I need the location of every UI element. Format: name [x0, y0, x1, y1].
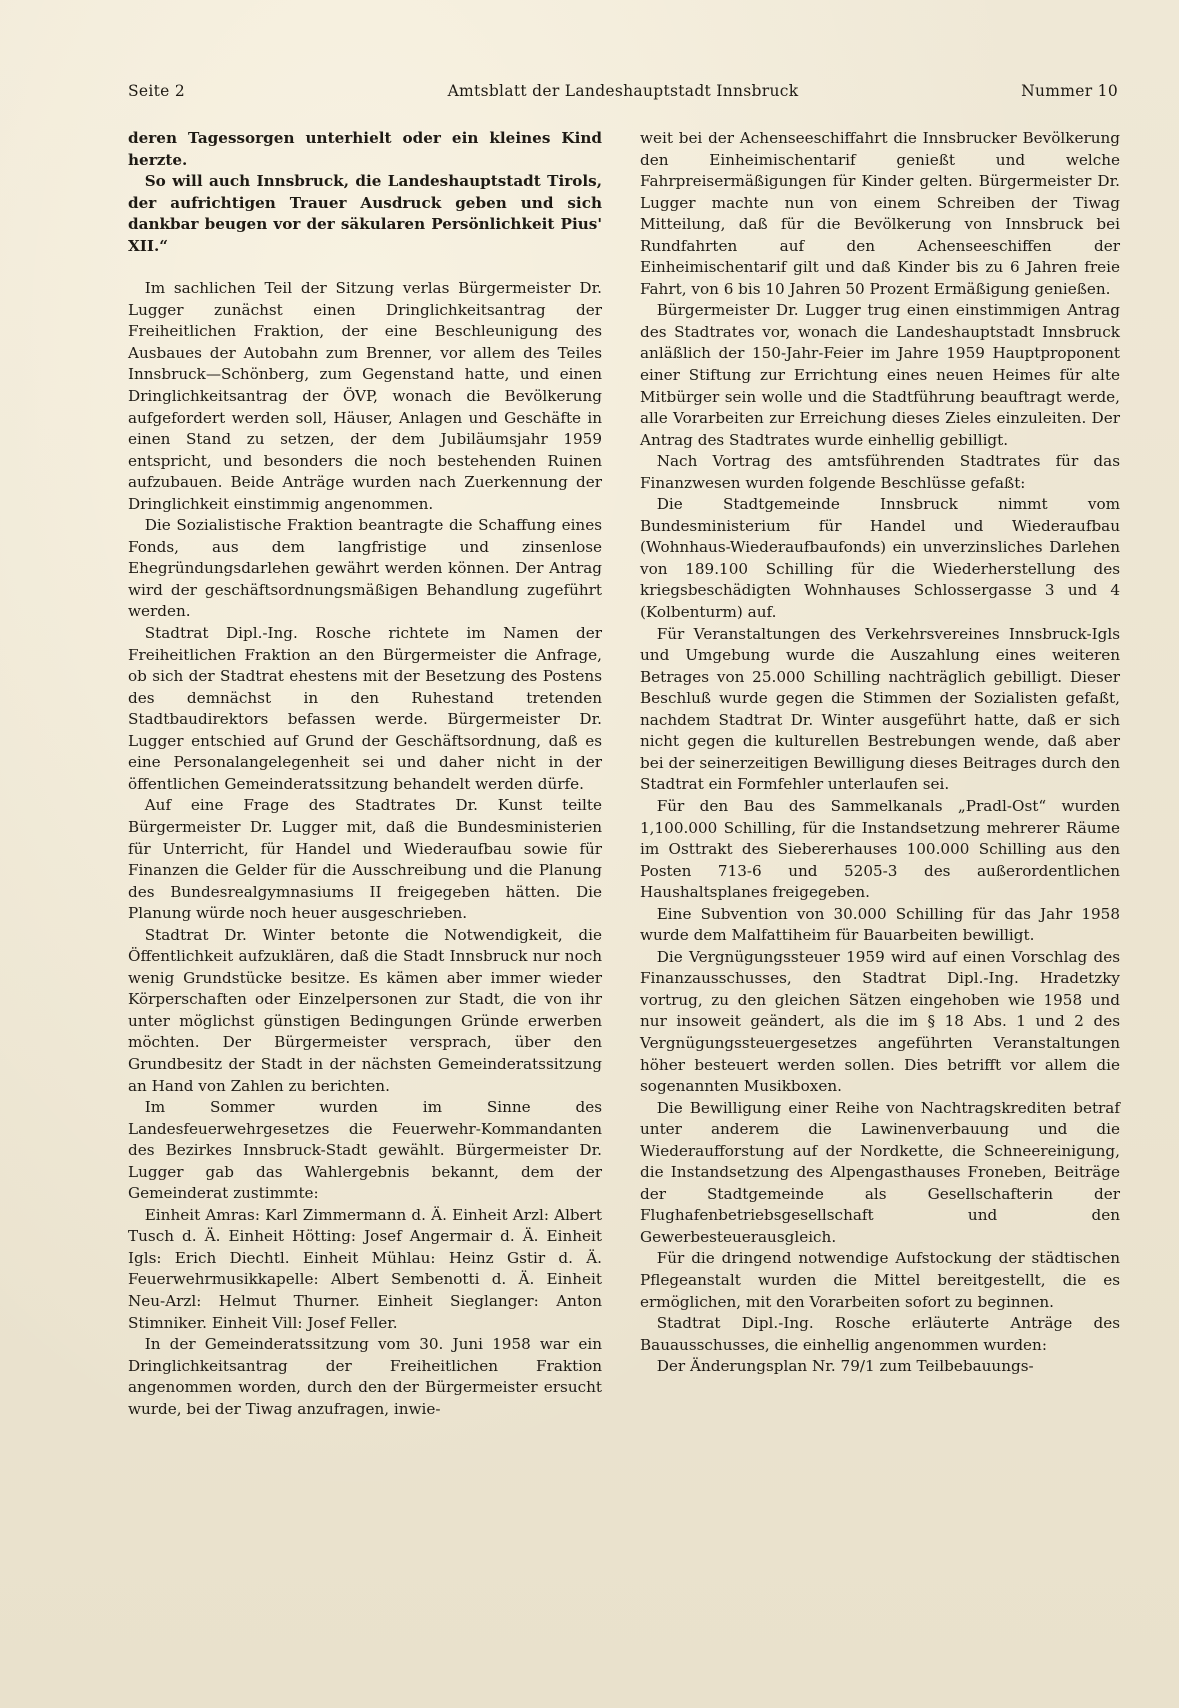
paragraph: Im sachlichen Teil der Sitzung verlas Bürgermeister Dr. Lugger zunächst einen Dringlichkeitsantrag der Freiheitlichen Fraktion, der eine Beschleunigung des Ausbaues der Autobahn zum Brenner, vor allem des Teiles Innsbruck—Schönberg, zum Gegenstand hatte, und einen Dringlichkeitsantrag der ÖVP, wonach die Bevölkerung aufgefordert werden soll, Häuser, Anlagen und Geschäfte in einen Stand zu setzen, der dem Jubiläumsjahr 1959 entspricht, und besonders die noch bestehenden Ruinen aufzubauen. Beide Anträge wurden nach Zuerkennung der Dringlichkeit einstimmig angenommen. [128, 279, 602, 513]
paragraph: Die Sozialistische Fraktion beantragte die Schaffung eines Fonds, aus dem langfristige und zinsenlose Ehegründungsdarlehen gewährt werden können. Der Antrag wird der geschäftsordnungsmäßigen Behandlung zugeführt werden. [128, 516, 602, 621]
paragraph: Stadtrat Dipl.-Ing. Rosche erläuterte Anträge des Bauausschusses, die einhellig angenommen wurden: [640, 1314, 1120, 1354]
paragraph: Die Stadtgemeinde Innsbruck nimmt vom Bundesministerium für Handel und Wiederaufbau (Wohnhaus-Wiederaufbaufonds) ein unverzinsliches Darlehen von 189.100 Schilling für die Wiederherstellung des kriegsbeschädigten Wohnhauses Schlossergasse 3 und 4 (Kolbenturm) auf. [640, 495, 1120, 622]
paragraph: Der Änderungsplan Nr. 79/1 zum Teilbebauungs- [656, 1357, 1034, 1376]
paragraph: Für den Bau des Sammelkanals „Pradl-Ost“ wurden 1,100.000 Schilling, für die Instandsetzung mehrerer Räume im Osttrakt des Siebererhauses 100.000 Schilling aus den Posten 713-6 und 5205-3 des außerordentlichen Haushaltsplanes freigegeben. [640, 796, 1120, 902]
paragraph: deren Tagessorgen unterhielt oder ein kleines Kind herzte. [128, 129, 602, 169]
publication-title: Amtsblatt der Landeshauptstadt Innsbruck [447, 82, 799, 100]
paragraph: Die Vergnügungssteuer 1959 wird auf einen Vorschlag des Finanzausschusses, den Stadtrat Dipl.-Ing. Hradetzky vortrug, zu den gleichen Sätzen eingehoben wie 1958 und nur insoweit geändert, als die im § 18 Abs. 1 und 2 des Vergnügungssteuergesetzes angeführten Veranstaltungen höher besteuert werden sollen. Dies betrifft vor allem die sogenannten Musikboxen. [640, 947, 1120, 1096]
paragraph: Einheit Amras: Karl Zimmermann d. Ä. Einheit Arzl: Albert Tusch d. Ä. Einheit Hötting: Josef Angermair d. Ä. Einheit Igls: Erich Diechtl. Einheit Mühlau: Heinz Gstir d. Ä. Feuerwehrmusikkapelle: Albert Sembenotti d. Ä. Einheit Neu-Arzl: Helmut Thurner. Einheit Sieglanger: Anton Stimniker. Einheit Vill: Josef Feller. [128, 1205, 602, 1332]
paragraph: Für die dringend notwendige Aufstockung der städtischen Pflegeanstalt wurden die Mittel bereitgestellt, die es ermöglichen, mit den Vorarbeiten sofort zu beginnen. [640, 1249, 1120, 1311]
paragraph: Auf eine Frage des Stadtrates Dr. Kunst teilte Bürgermeister Dr. Lugger mit, daß die Bundesministerien für Unterricht, für Handel und Wiederaufbau sowie für Finanzen die Gelder für die Ausschreibung und die Planung des Bundesrealgymnasiums II freigegeben hätten. Die Planung würde noch heuer ausgeschrieben. [128, 796, 602, 923]
paragraph: weit bei der Achenseeschiffahrt die Innsbrucker Bevölkerung den Einheimischentarif genießt und welche Fahrpreisermäßigungen für Kinder gelten. Bürgermeister Dr. Lugger machte nun von einem Schreiben der Tiwag Mitteilung, daß für die Bevölkerung von Innsbruck bei Rundfahrten auf den Achenseeschiffen der Einheimischentarif gilt und daß Kinder bis zu 6 Jahren freie Fahrt, von 6 bis 10 Jahren 50 Prozent Ermäßigung genießen. [640, 129, 1120, 298]
paragraph: Eine Subvention von 30.000 Schilling für das Jahr 1958 wurde dem Malfattiheim für Bauarbeiten bewilligt. [640, 904, 1120, 945]
paragraph: Nach Vortrag des amtsführenden Stadtrates für das Finanzwesen wurden folgende Beschlüsse gefaßt: [640, 452, 1120, 492]
paragraph: Stadtrat Dipl.-Ing. Rosche richtete im Namen der Freiheitlichen Fraktion an den Bürgermeister die Anfrage, ob sich der Stadtrat ehestens mit der Besetzung des Postens des demnächst in den Ruhestand tretenden Stadtbaudirektors befassen werde. Bürgermeister Dr. Lugger entschied auf Grund der Geschäftsordnung, daß es eine Personalangelegenheit sei und daher nicht in der öffentlichen Gemeinderatssitzung behandelt werden dürfe. [128, 624, 602, 793]
paragraph: Die Bewilligung einer Reihe von Nachtragskrediten betraf unter anderem die Lawinenverbauung und die Wiederaufforstung auf der Nordkette, die Schneereinigung, die Instandsetzung des Alpengasthauses Froneben, Beiträge der Stadtgemeinde als Gesellschafterin der Flughafenbetriebsgesellschaft und den Gewerbesteuerausgleich. [640, 1098, 1120, 1246]
paragraph: Für Veranstaltungen des Verkehrsvereines Innsbruck-Igls und Umgebung wurde die Auszahlung eines weiteren Betrages von 25.000 Schilling nachträglich gebilligt. Dieser Beschluß wurde gegen die Stimmen der Sozialisten gefaßt, nachdem Stadtrat Dr. Winter ausgeführt hatte, daß er sich nicht gegen die kulturellen Bestrebungen wende, daß aber bei der seinerzeitigen Bewilligung dieses Beitrages durch den Stadtrat ein Formfehler unterlaufen sei. [640, 624, 1120, 794]
paragraph: Im Sommer wurden im Sinne des Landesfeuerwehrgesetzes die Feuerwehr-Kommandanten des Bezirkes Innsbruck-Stadt gewählt. Bürgermeister Dr. Lugger gab das Wahlergebnis bekannt, dem der Gemeinderat zustimmte: [128, 1098, 602, 1203]
issue-number: Nummer 10 [1021, 82, 1118, 100]
paragraph: Bürgermeister Dr. Lugger trug einen einstimmigen Antrag des Stadtrates vor, wonach die Landeshauptstadt Innsbruck anläßlich der 150-Jahr-Feier im Jahre 1959 Hauptproponent einer Stiftung zur Errichtung eines neuen Heimes für alte Mitbürger sein wolle und die Stadtführung beauftragt werde, alle Vorarbeiten zur Erreichung dieses Zieles einzuleiten. Der Antrag des Stadtrates wurde einhellig gebilligt. [640, 301, 1120, 449]
left-column [128, 128, 602, 1420]
paragraph: So will auch Innsbruck, die Landeshauptstadt Tirols, der aufrichtigen Trauer Ausdruck geben und sich dankbar beugen vor der säkularen Persönlichkeit Pius' XII.“ [128, 172, 602, 255]
page-number: Seite 2 [128, 82, 186, 100]
paragraph: In der Gemeinderatssitzung vom 30. Juni 1958 war ein Dringlichkeitsantrag der Freiheitlichen Fraktion angenommen worden, durch den der Bürgermeister ersucht wurde, bei der Tiwag anzufragen, inwie- [128, 1335, 602, 1418]
paragraph: Stadtrat Dr. Winter betonte die Notwendigkeit, die Öffentlichkeit aufzuklären, daß die Stadt Innsbruck nur noch wenig Grundstücke besitze. Es kämen aber immer wieder Körperschaften oder Einzelpersonen zur Stadt, die von ihr unter möglichst günstigen Bedingungen Gründe erwerben möchten. Der Bürgermeister versprach, über den Grundbesitz der Stadt in der nächsten Gemeinderatssitzung an Hand von Zahlen zu berichten. [128, 925, 602, 1095]
page-header [128, 82, 1118, 106]
right-column [640, 128, 1120, 1378]
